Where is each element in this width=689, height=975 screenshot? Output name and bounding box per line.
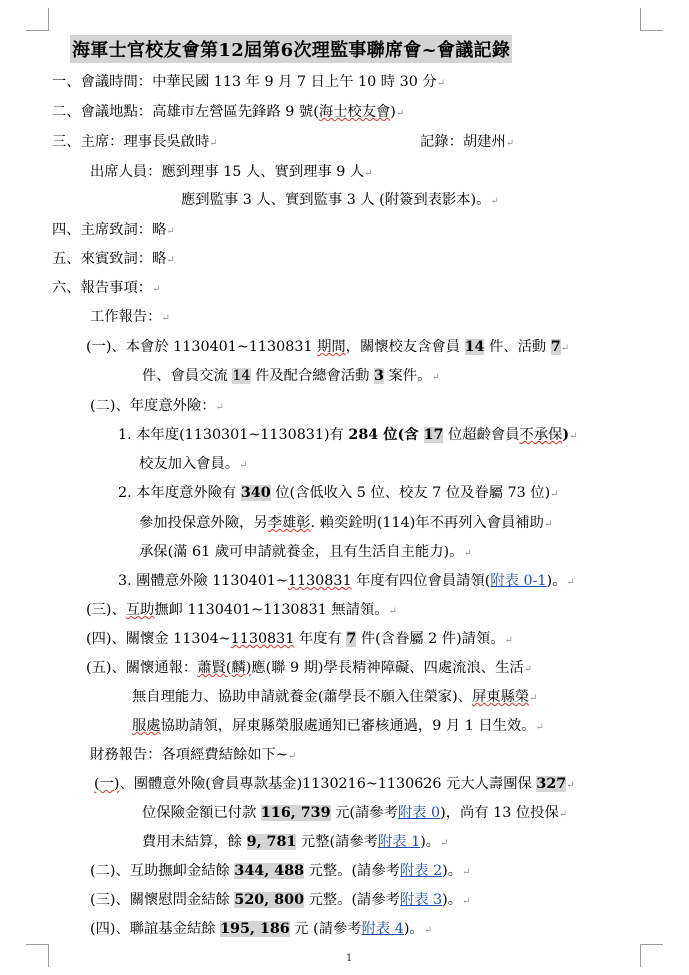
paragraph-mark: ↵ (440, 838, 449, 849)
paragraph-mark: ↵ (543, 519, 553, 530)
paragraph-mark: ↵ (364, 168, 373, 179)
paragraph-mark: ↵ (431, 372, 440, 383)
work-item-3[interactable]: (三)、互助撫卹 1130401~1130831 無請領。↵ (86, 602, 397, 618)
paragraph-mark: ↵ (566, 577, 575, 588)
paragraph-mark: ↵ (423, 925, 433, 936)
insurance-item-3[interactable]: 3. 團體意外險 1130401~1130831 年度有四位會員請領(附表 0-1)。↵ (118, 573, 575, 589)
appendix-1-link[interactable]: 附表 1 (377, 834, 421, 850)
paragraph-mark: ↵ (566, 780, 575, 791)
paragraph-mark: ↵ (490, 196, 499, 207)
paragraph-mark: ↵ (395, 108, 405, 119)
work-item-4[interactable]: (四)、關懷金 11304~1130831 年度有 7 件(含眷屬 2 件)請領。↵ (86, 631, 513, 647)
insurance-item-2-cont2[interactable]: 承保(滿 61 歲可申請就養金，且有生活自主能力)。↵ (139, 544, 472, 560)
paragraph-mark: ↵ (529, 693, 538, 704)
work-item-5[interactable]: (五)、關懷通報：蕭賢(麟)應(聯 9 期)學長精神障礙、四處流浪、生活↵ (86, 660, 533, 676)
work-item-5-cont[interactable]: 無自理能力、協助申請就養金(蕭學長不願入住榮家)、屏東縣榮↵ (132, 689, 538, 705)
appendix-0-1-link[interactable]: 附表 0-1 (490, 573, 547, 589)
finance-item-1[interactable]: (一)、團體意外險(會員專款基金)1130216~1130626 元大人壽團保 327↵ (94, 776, 575, 792)
paragraph-mark: ↵ (504, 635, 513, 646)
work-report-heading[interactable]: 工作報告：↵ (90, 309, 170, 325)
paragraph-mark: ↵ (523, 664, 533, 675)
finance-item-1-cont2[interactable]: 費用未結算，餘 9, 781 元整(請參考附表 1)。↵ (142, 834, 449, 850)
crop-mark-bottom-left (26, 944, 49, 967)
insurance-item-2[interactable]: 2. 本年度意外險有 340 位(含低收入 5 位、校友 7 位及眷屬 73 位)↵ (118, 485, 559, 501)
paragraph-mark: ↵ (436, 78, 446, 89)
work-item-1[interactable]: (一)、本會於 1130401~1130831 期間，關懷校友含會員 14 件、活動 7↵ (86, 339, 570, 355)
insurance-item-1-cont[interactable]: 校友加入會員。↵ (139, 456, 248, 472)
appendix-3-link[interactable]: 附表 3 (399, 892, 443, 908)
work-item-1-cont[interactable]: 件、會員交流 14 件及配合總會活動 3 案件。↵ (142, 368, 440, 384)
paragraph-mark: ↵ (209, 138, 218, 149)
work-item-5-cont2[interactable]: 服處協助請領，屏東縣榮服處通知已審核通過，9 月 1 日生效。↵ (132, 718, 544, 734)
insurance-item-1[interactable]: 1. 本年度(1130301~1130831)有 284 位(含 17 位超齡會員不承保)↵ (118, 427, 578, 443)
paragraph-mark: ↵ (558, 809, 568, 820)
paragraph-mark: ↵ (239, 460, 248, 471)
paragraph-mark: ↵ (215, 402, 224, 413)
paragraph-mark: ↵ (388, 606, 397, 617)
attendance-directors[interactable]: 出席人員：應到理事 15 人、實到理事 9 人↵ (90, 164, 373, 180)
attendance-supervisors[interactable]: 應到監事 3 人、實到監事 3 人 (附簽到表影本)。↵ (181, 192, 499, 208)
appendix-4-link[interactable]: 附表 4 (361, 921, 404, 937)
finance-report-heading[interactable]: 財務報告：各項經費結餘如下~↵ (90, 747, 297, 763)
meeting-time[interactable]: 一、會議時間：中華民國 113 年 9 月 7 日上午 10 時 30 分↵ (52, 74, 446, 90)
crop-mark-bottom-right (640, 944, 663, 967)
insurance-item-2-cont[interactable]: 參加投保意外險，另李雄彰. 賴奕銓明(114)年不再列入會員補助↵ (139, 515, 553, 531)
paragraph-mark: ↵ (560, 343, 570, 354)
crop-mark-top-left (26, 8, 49, 31)
paragraph-mark: ↵ (505, 138, 515, 149)
paragraph-mark: ↵ (152, 284, 161, 295)
finance-item-4[interactable]: (四)、聯誼基金結餘 195, 186 元 (請參考附表 4)。↵ (90, 921, 433, 937)
meeting-place[interactable]: 二、會議地點：高雄市左營區先鋒路 9 號(海士校友會)↵ (52, 104, 405, 120)
paragraph-mark: ↵ (462, 896, 471, 907)
paragraph-mark: ↵ (462, 867, 471, 878)
page-number: 1 (346, 953, 353, 964)
recorder-line[interactable]: 記錄：胡建州↵ (420, 134, 515, 150)
crop-mark-top-right (640, 8, 663, 31)
paragraph-mark: ↵ (550, 489, 559, 500)
paragraph-mark: ↵ (569, 431, 578, 442)
document-title[interactable]: 海軍士官校友會第12屆第6次理監事聯席會~會議記錄 (70, 35, 512, 63)
appendix-2-link[interactable]: 附表 2 (399, 863, 443, 879)
paragraph-mark: ↵ (166, 255, 175, 266)
finance-item-1-cont[interactable]: 位保險金額已付款 116, 739 元(請參考附表 0)，尚有 13 位投保↵ (142, 805, 568, 821)
paragraph-mark: ↵ (287, 751, 297, 762)
work-item-2-heading[interactable]: (二)、年度意外險：↵ (90, 398, 224, 414)
appendix-0-link[interactable]: 附表 0 (397, 805, 441, 821)
report-items-heading[interactable]: 六、報告事項：↵ (52, 280, 161, 296)
paragraph-mark: ↵ (161, 313, 170, 324)
chair-line[interactable]: 三、主席：理事長吳啟時↵ (52, 134, 218, 150)
paragraph-mark: ↵ (166, 226, 175, 237)
finance-item-3[interactable]: (三)、關懷慰問金結餘 520, 800 元整。(請參考附表 3)。↵ (90, 892, 471, 908)
paragraph-mark: ↵ (463, 548, 472, 559)
guest-speech[interactable]: 五、來賓致詞：略↵ (52, 251, 175, 267)
paragraph-mark: ↵ (535, 722, 544, 733)
chair-speech[interactable]: 四、主席致詞：略↵ (52, 222, 175, 238)
finance-item-2[interactable]: (二)、互助撫卹金結餘 344, 488 元整。(請參考附表 2)。↵ (90, 863, 471, 879)
